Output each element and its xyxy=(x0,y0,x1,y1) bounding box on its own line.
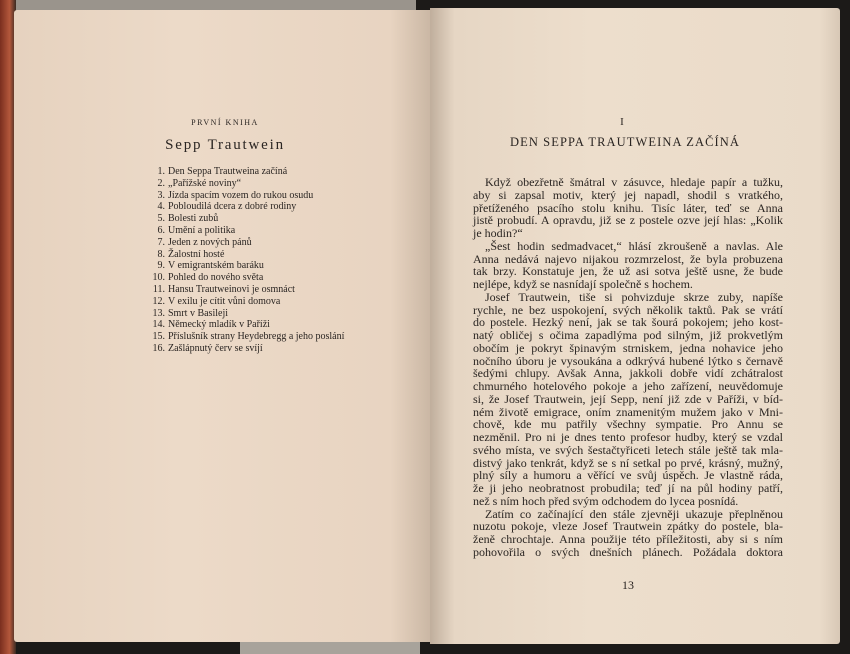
text-line: obočím je pokryt špinavým strniskem, jedna nohavice jeho xyxy=(473,340,783,355)
toc-item-label: Pohled do nového světa xyxy=(168,272,264,284)
toc-item xyxy=(150,178,344,190)
toc-item xyxy=(150,190,344,202)
text-line: si, že Josef Trautwein, její Sepp, není již zde v Paříži, v bíd- xyxy=(473,391,783,406)
toc-item-number: 3. xyxy=(157,189,165,201)
text-line: je hodin?“ xyxy=(473,226,523,240)
toc-item-number: 1. xyxy=(157,166,165,177)
toc-item-label: Zašlápnutý červ se svíjí xyxy=(168,342,263,354)
text-line: jistě probudí. A opravdu, již se z postele ozve její hlas: „Kolik xyxy=(473,213,783,228)
toc-item xyxy=(150,213,344,225)
toc-item-number: 14. xyxy=(152,319,165,331)
text-line: distvý jako tenkrát, když se s ní setkal po prvé, krásný, mužný, xyxy=(473,455,783,470)
toc-item-number: 2. xyxy=(157,177,165,189)
toc-item xyxy=(150,260,344,272)
toc-item xyxy=(150,308,344,320)
text-line: svého místa, ve svých šestačtyřiceti letech stále ještě tak mla- xyxy=(473,442,783,457)
toc-item-label: Bolesti zubů xyxy=(168,213,219,225)
toc-item-number: 8. xyxy=(157,248,165,260)
toc-item-label: V emigrantském baráku xyxy=(168,260,264,272)
text-line: aby si zapsal motiv, který jej napadl, shodil s vratkého, xyxy=(473,187,783,202)
text-line: ženě chrochtaje. Anna použije této příležitosti, aby si s ním xyxy=(473,532,783,546)
toc-item xyxy=(150,331,344,343)
toc-item-number: 16. xyxy=(152,342,165,354)
toc-item-number: 9. xyxy=(157,260,165,272)
toc-item-label: Žalostní hosté xyxy=(168,248,225,260)
toc-item-label: „Pařížské noviny“ xyxy=(168,177,242,189)
text-line: Když obezřetně šmátral v zásuvce, hledaje papír a tužku, xyxy=(485,175,783,189)
toc-item-number: 5. xyxy=(157,213,165,225)
toc-item-number: 15. xyxy=(152,331,165,343)
toc-item-number: 4. xyxy=(157,201,165,213)
part-title: Sepp Trautwein xyxy=(165,137,285,153)
text-line: Zatím co začínající den stále zjevněji ukazuje přeplněnou xyxy=(485,506,783,521)
toc-item-label: V exilu je cítit vůni domova xyxy=(168,295,281,307)
toc-item-number: 7. xyxy=(157,236,165,248)
table-of-contents xyxy=(150,166,344,355)
page-number: 13 xyxy=(622,578,634,592)
toc-item-label: Umění a politika xyxy=(168,224,236,236)
part-label: PRVNÍ KNIHA xyxy=(191,118,259,127)
toc-item xyxy=(150,225,344,237)
text-line: pohovořila o svých dnešních plánech. Požádala doktora xyxy=(473,544,783,559)
text-line: „Šest hodin sedmadvacet,“ hlásí zkroušeně a navlas. Ale xyxy=(485,238,783,253)
toc-item xyxy=(150,319,344,331)
toc-item xyxy=(150,237,344,249)
toc-item-label: Smrt v Basileji xyxy=(168,307,228,319)
toc-item-number: 11. xyxy=(152,283,165,295)
text-line: nuzotu pokoje, vleze Josef Trautwein zpátky do postele, bla- xyxy=(473,519,783,534)
toc-item-label: Německý mladík v Paříži xyxy=(168,319,270,331)
toc-item-label: Příslušník strany Heydebregg a jeho poslání xyxy=(168,331,345,343)
toc-item xyxy=(150,201,344,213)
toc-item-number: 12. xyxy=(152,295,165,307)
toc-item-label: Jízda spacím vozem do rukou osudu xyxy=(168,189,314,201)
text-line: Anna nedává najevo nijakou rozmrzelost, že byla probuzena xyxy=(473,251,783,266)
text-line: tak brzy. Konstatuje jen, že už asi sotva ještě usne, že bude xyxy=(473,264,783,279)
toc-item-number: 13. xyxy=(152,307,165,319)
toc-item xyxy=(150,343,344,355)
toc-item xyxy=(150,296,344,308)
toc-item-label: Jeden z nových pánů xyxy=(168,236,252,248)
text-line: chmurného hotelového pokoje a jeho zařízení, neuvědomuje xyxy=(473,379,783,393)
toc-item xyxy=(150,284,344,296)
chapter-body xyxy=(473,176,783,559)
text-line: nejlépe, když se nasnídají společně s hochem. xyxy=(473,277,693,291)
toc-item-label: Den Seppa Trautweina začíná xyxy=(168,166,288,177)
chapter-title: DEN SEPPA TRAUTWEINA ZAČÍNÁ xyxy=(509,135,741,149)
cover-edge-bottom xyxy=(240,642,420,654)
toc-item xyxy=(150,166,344,178)
text-line: ném životě emigrace, oním znamenitým mužem jako v Mni- xyxy=(473,404,783,419)
toc-item-number: 10. xyxy=(152,272,165,284)
toc-item xyxy=(150,249,344,261)
toc-item-label: Pobloudilá dcera z dobré rodiny xyxy=(168,201,297,213)
text-line: plný síly a humoru a věřící ve svůj úspěch. Je vlastně ráda, xyxy=(473,468,783,483)
toc-item xyxy=(150,272,344,284)
text-line: než s ním hoch před svým odchodem do lycea posnídá. xyxy=(473,493,739,508)
text-line: nezměnil. Pro ni je dnes tento profesor hudby, který se vzdal xyxy=(473,430,783,444)
text-line: Josef Trautwein, tiše si pohvizduje skrze zuby, napíše xyxy=(485,289,783,304)
text-line: chově, kde mu patřily všechny sympatie. Pro Annu se xyxy=(473,417,783,432)
toc-item-number: 6. xyxy=(157,224,165,236)
chapter-number: I xyxy=(620,116,624,128)
text-line: nočního úboru je vysoukána a odkrývá hubené lýtko s černavě xyxy=(473,353,783,368)
text-line: natý obličej s očima zapadlýma pod silným, již prokvetlým xyxy=(473,328,783,342)
text-line: že ji jeho neobratnost probudila; teď jí na půl hodiny patří, xyxy=(473,481,783,495)
toc-item-label: Hansu Trautweinovi je osmnáct xyxy=(168,283,295,295)
text-line: rychle, ne bez uspokojení, svých několik taktů. Pak se vrátí xyxy=(473,302,783,317)
text-line: přetíženého psacího stolu knihu. Tisíc láter, teď se Anna xyxy=(473,200,783,215)
text-line: do postele. Hezký není, jak se tak šourá pokojem; jeho kost- xyxy=(473,315,783,330)
text-line: šedými chlupy. Avšak Anna, jakkoli dobře vidí zchátralost xyxy=(473,366,783,381)
